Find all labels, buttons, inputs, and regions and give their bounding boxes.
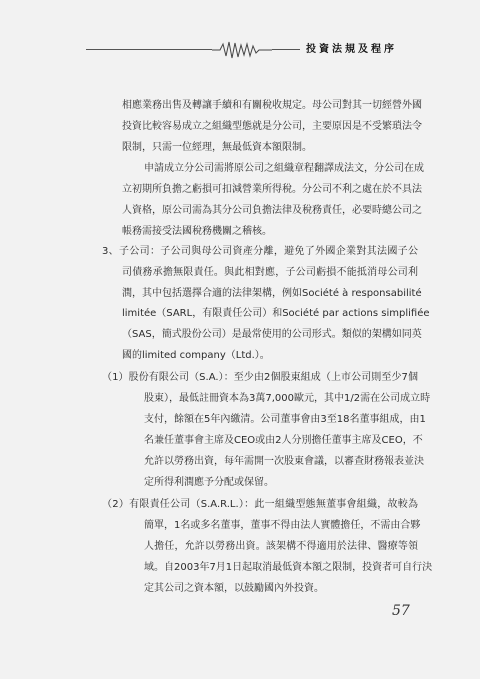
text-line: 支付，餘額在5年內繳清。公司董事會由3至18名董事組成，由1 [144, 414, 426, 425]
text-line: 立初期所負擔之虧損可扣減營業所得稅。分公司不利之處在於不具法 [122, 184, 422, 195]
text-line: 申請成立分公司需將原公司之組織章程翻譯成法文，分公司在成 [144, 163, 424, 174]
text-line: 定其公司之資本額，以鼓勵國內外投資。 [144, 583, 324, 594]
text-line: 定所得利潤應予分配或保留。 [144, 477, 274, 488]
text-line: 允許以勞務出資，每年需開一次股東會議，以審查財務報表並決 [144, 456, 424, 467]
text-line: （SAS，簡式股份公司）是最常使用的公司形式。類似的架構如同英 [122, 329, 422, 340]
text-line: 潤，其中包括選擇合適的法律架構，例如Société à responsabilité [122, 288, 422, 299]
text-line: 司債務承擔無限責任。與此相對應，子公司虧損不能抵消母公司利 [122, 267, 418, 278]
text-line: 國的limited company（Ltd.）。 [122, 350, 270, 361]
text-line: 名兼任董事會主席及CEO或由2人分別擔任董事主席及CEO，不 [144, 435, 423, 446]
text-line: （2）有限責任公司（S.A.R.L.）：此一組織型態無董事會組織，故較為 [102, 499, 418, 510]
text-line: 限制，只需一位經理，無最低資本額限制。 [122, 142, 312, 153]
text-line: 帳務需接受法國稅務機關之稽核。 [122, 226, 272, 237]
text-line: 股東），最低註冊資本為3萬7,000歐元，其中1/2需在公司成立時 [144, 393, 431, 404]
text-line: （1）股份有限公司（S.A.）：至少由2個股東組成（上市公司則至少7個 [102, 372, 418, 383]
text-line: 人擔任，允許以勞務出資。該架構不得適用於法律、醫療等領 [144, 541, 418, 552]
text-line: limitée（SARL，有限責任公司）和Société par actions simplifiée [122, 308, 430, 319]
text-line: 相應業務出售及轉讓手續和有關稅收規定。母公司對其一切經營外國 [122, 100, 422, 111]
text-line: 域。自2003年7月1日起取消最低資本額之限制，投資者可自行決 [144, 562, 433, 573]
text-line: 3、子公司：子公司與母公司資產分離，避免了外國企業對其法國子公 [102, 246, 418, 257]
text-line: 人資格，原公司需為其分公司負擔法律及稅務責任，必要時總公司之 [122, 205, 422, 216]
text-line: 簡單，1名或多名董事，董事不得由法人實體擔任，不需由合夥 [144, 520, 421, 531]
page-number: 57 [392, 603, 410, 619]
header-title: 投資法規及程序 [300, 42, 434, 57]
text-line: 投資比較容易成立之組織型態就是分公司，主要原因是不受繁瑣法令 [122, 121, 422, 132]
header-wave-ornament [212, 40, 272, 60]
